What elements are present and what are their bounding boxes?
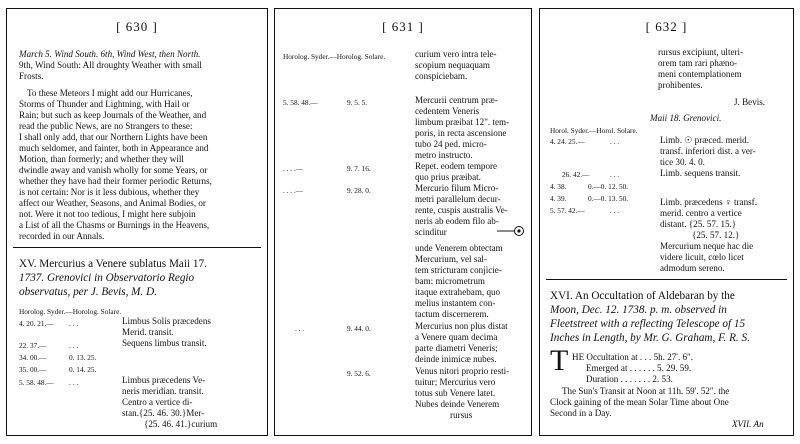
text-line: Clock gaining of the mean Solar Time about One (550, 397, 729, 407)
observation-text: distant. {25. 57. 15.} (660, 219, 737, 229)
text-line: scinditur (415, 227, 447, 237)
text-line: cedentem Veneris (415, 106, 480, 116)
time-cell: 9. 52. 6. (347, 369, 371, 378)
section-heading: XV. Mercurius a Venere sublatus Maii 17. (19, 258, 207, 270)
time-cell: 9. 28. 0. (347, 186, 371, 195)
text-line: rursus excipiunt, ulteri- (658, 47, 744, 57)
text-line: 9th, Wind South: All droughty Weather with small (19, 60, 202, 70)
page-631 (274, 8, 532, 436)
text-line: whether they have had their former periodic Returns, (19, 176, 212, 186)
time-cell: 5. 58. 48.— (19, 378, 54, 387)
text-line: poris, in recta ascensione (415, 128, 507, 138)
text-line: metro instructo. (415, 150, 473, 160)
text-line: To these Meteors I might add our Hurricanes, (27, 88, 193, 98)
text-line: March 5. Wind South. 6th, Wind West, then North. (19, 49, 201, 59)
text-line: totus sub Venere latet. (415, 388, 496, 398)
text-line: Mercurium, vel sal- (415, 254, 487, 264)
observation-text: {25. 57. 12.} (692, 230, 740, 240)
text-line: Nubes deinde Venerem (415, 399, 500, 409)
text-line: tuitur; Mercurius vero (415, 377, 496, 387)
page-632 (539, 8, 794, 436)
text-line: parte diametri Veneris; (415, 343, 498, 353)
text-line: curium vero intra tele- (415, 49, 497, 59)
time-cell: . . . (610, 137, 620, 146)
text-line: a List of all the Chasms or Burnings in the Heavens, (19, 220, 210, 230)
page-number: [ 631 ] (382, 19, 424, 34)
observation-text: Limbus Solis præcedens (122, 316, 211, 326)
time-cell: 0.—0. 12. 50. (588, 182, 629, 191)
text-line: bam: micrometrum (415, 276, 485, 286)
text-line: itaque extrahebam, quo (415, 287, 501, 297)
text-line: much seldomer, and fainter, both in Appearance and (19, 143, 209, 153)
time-cell: . . . (295, 324, 305, 333)
observation-text: videre licuit, cœlo licet (660, 252, 744, 262)
date-line: Maii 18. Grenovici. (650, 113, 722, 123)
divider (546, 279, 787, 280)
text-line: orem tam rari phæno- (658, 58, 738, 68)
drop-cap: T (550, 344, 569, 377)
text-line: read the public News, are no Strangers to these: (19, 121, 193, 131)
text-line: Venus nitori proprio resti- (415, 366, 510, 376)
text-line: Mercurii centrum præ- (415, 95, 498, 105)
time-cell: 0. 13. 25. (69, 353, 97, 362)
time-cell: 0. 14. 25. (69, 365, 97, 374)
observation-text: Limb. ☉ præced. merid. (660, 135, 749, 145)
text-line: Second in a Day. (550, 408, 612, 418)
text-line: deinde inimicæ nubes. (415, 354, 497, 364)
text-line: tem stricturam conjicie- (415, 265, 502, 275)
time-cell: . . . (610, 170, 620, 179)
time-cell: 5. 58. 48.— (283, 98, 318, 107)
time-cell: . . . (69, 319, 79, 328)
observation-text: Limb. præcedens ♀ transf. (660, 197, 757, 207)
observation-text: Limbus præcedens Ve- (122, 375, 206, 385)
time-cell: 26. 42.— (562, 170, 590, 179)
text-line: Motion, than formerly; and whether they will (19, 154, 184, 164)
observation-text: tice 30. 4. 0. (660, 157, 705, 167)
text-line: not. Were it not too tedious, I might here subjoin (19, 209, 196, 219)
text-line: Frosts. (19, 71, 44, 81)
text-line: quo prius præibat. (415, 172, 481, 182)
text-line: metri parallelum decur- (415, 194, 501, 204)
text-line: recorded in our Annals. (19, 231, 105, 241)
observation-text: transf. inferiori dist. a ver- (660, 146, 756, 156)
section-heading: observatus, per J. Bevis, M. D. (19, 286, 157, 298)
text-line: tubo 24 ped. micro- (415, 139, 487, 149)
time-cell: 22. 37.— (19, 341, 47, 350)
observation-text: Centro a vertice di- (122, 397, 193, 407)
observation-text: {25. 46. 41.}curium (144, 419, 218, 429)
time-cell: 35. 00.— (19, 365, 47, 374)
time-cell: . . . .— (283, 164, 304, 173)
section-heading: 1737. Grenovici in Observatorio Regio (19, 272, 195, 284)
time-cell: . . . (610, 206, 620, 215)
section-heading: XVI. An Occultation of Aldebaran by the (550, 290, 735, 302)
time-cell: 4. 39. (550, 194, 567, 203)
text-line: scopium nequaquam (415, 60, 491, 70)
signature: J. Bevis. (734, 97, 766, 107)
time-cell: 4. 38. (550, 182, 567, 191)
text-line: The Sun's Transit at Noon at 11h. 59'. 52". the (562, 386, 730, 396)
time-cell: 0.—0. 13. 50. (588, 194, 629, 203)
observation-text: merid. centro a vertice (660, 208, 742, 218)
text-line: meni contemplationem (658, 69, 742, 79)
text-line: rursus (450, 410, 473, 420)
page-number: [ 630 ] (116, 19, 158, 34)
text-line: rente, cuspis australis Ve- (415, 205, 508, 215)
text-line: Repet. eodem tempore (415, 161, 498, 171)
text-line: limbum præibat 12". tem- (415, 117, 510, 127)
observation-text: Merid. transit. (122, 327, 174, 337)
section-heading: Inches in Length, by Mr. G. Graham, F. R. S. (550, 332, 750, 344)
text-line: prohibentes. (658, 80, 703, 90)
observation-text: neris meridian. transit. (122, 386, 204, 396)
time-cell: 5. 57. 42.— (550, 206, 585, 215)
text-line: unde Venerem obtectam (415, 243, 503, 253)
time-cell: 4. 24. 25.— (550, 137, 585, 146)
observation-text: admodum sereno. (660, 263, 725, 273)
text-line: Storms of Thunder and Lightning, with Hail or (19, 99, 190, 109)
text-line: conspiciebam. (415, 71, 468, 81)
text-line: Emerged at . . . . . . 5. 29. 59. (586, 363, 692, 373)
text-line: affect our Weather, Seasons, and Animal Bodies, or (19, 198, 206, 208)
time-cell: 9. 44. 0. (347, 324, 371, 333)
time-cell: 9. 5. 5. (347, 98, 368, 107)
time-cell: . . . (69, 341, 79, 350)
page-number: [ 632 ] (645, 19, 688, 34)
catchword: XVII. An (732, 419, 764, 429)
observation-text: Mercurium neque hac die (660, 241, 754, 251)
text-line: melius instantem con- (415, 298, 496, 308)
table-header: Horolog. Syder.—Horolog. Solare. (19, 307, 122, 316)
text-line: I shall only add, that our Northern Lights have been (19, 132, 208, 142)
text-line: a Venere quam decima (415, 332, 498, 342)
text-line: dwindle away and vanish wholly for some Years, or (19, 165, 208, 175)
section-heading: Moon, Dec. 12. 1738. p. m. observed in (550, 304, 727, 316)
text-line: Rain; but such as keep Journals of the Weather, and (19, 110, 207, 120)
text-line: tactum discernerem. (415, 309, 489, 319)
observation-text: Limb. sequens transit. (660, 168, 741, 178)
table-header: Horol. Syder.—Horol. Solare. (550, 126, 638, 135)
time-cell: 34. 00.— (19, 353, 47, 362)
divider (13, 247, 261, 248)
observation-text: Sequens limbus transit. (122, 338, 207, 348)
venus-mercury-sketch (497, 223, 525, 239)
text-line: HE Occultation at . . . 5h. 27'. 6". (572, 352, 694, 362)
time-cell: . . . .— (283, 186, 304, 195)
time-cell: 4. 20. 21.— (19, 319, 54, 328)
time-cell: . . . (69, 378, 79, 387)
section-heading: Fleetstreet with a reflecting Telescope of 15 (550, 318, 746, 330)
text-line: Mercurio filum Micro- (415, 183, 499, 193)
text-line: Mercurius non plus distat (415, 321, 508, 331)
text-line: neris ab eodem filo ab- (415, 216, 499, 226)
time-cell: 9. 7. 16. (347, 164, 371, 173)
observation-text: stan.{25. 46. 30.}Mer- (122, 408, 205, 418)
text-line: is not certain: Nor is it less dubious, whether they (19, 187, 200, 197)
table-header: Horolog. Syder.—Horolog. Solare. (283, 52, 386, 61)
page-630 (6, 8, 268, 436)
text-line: Duration . . . . . . . 2. 53. (586, 374, 673, 384)
